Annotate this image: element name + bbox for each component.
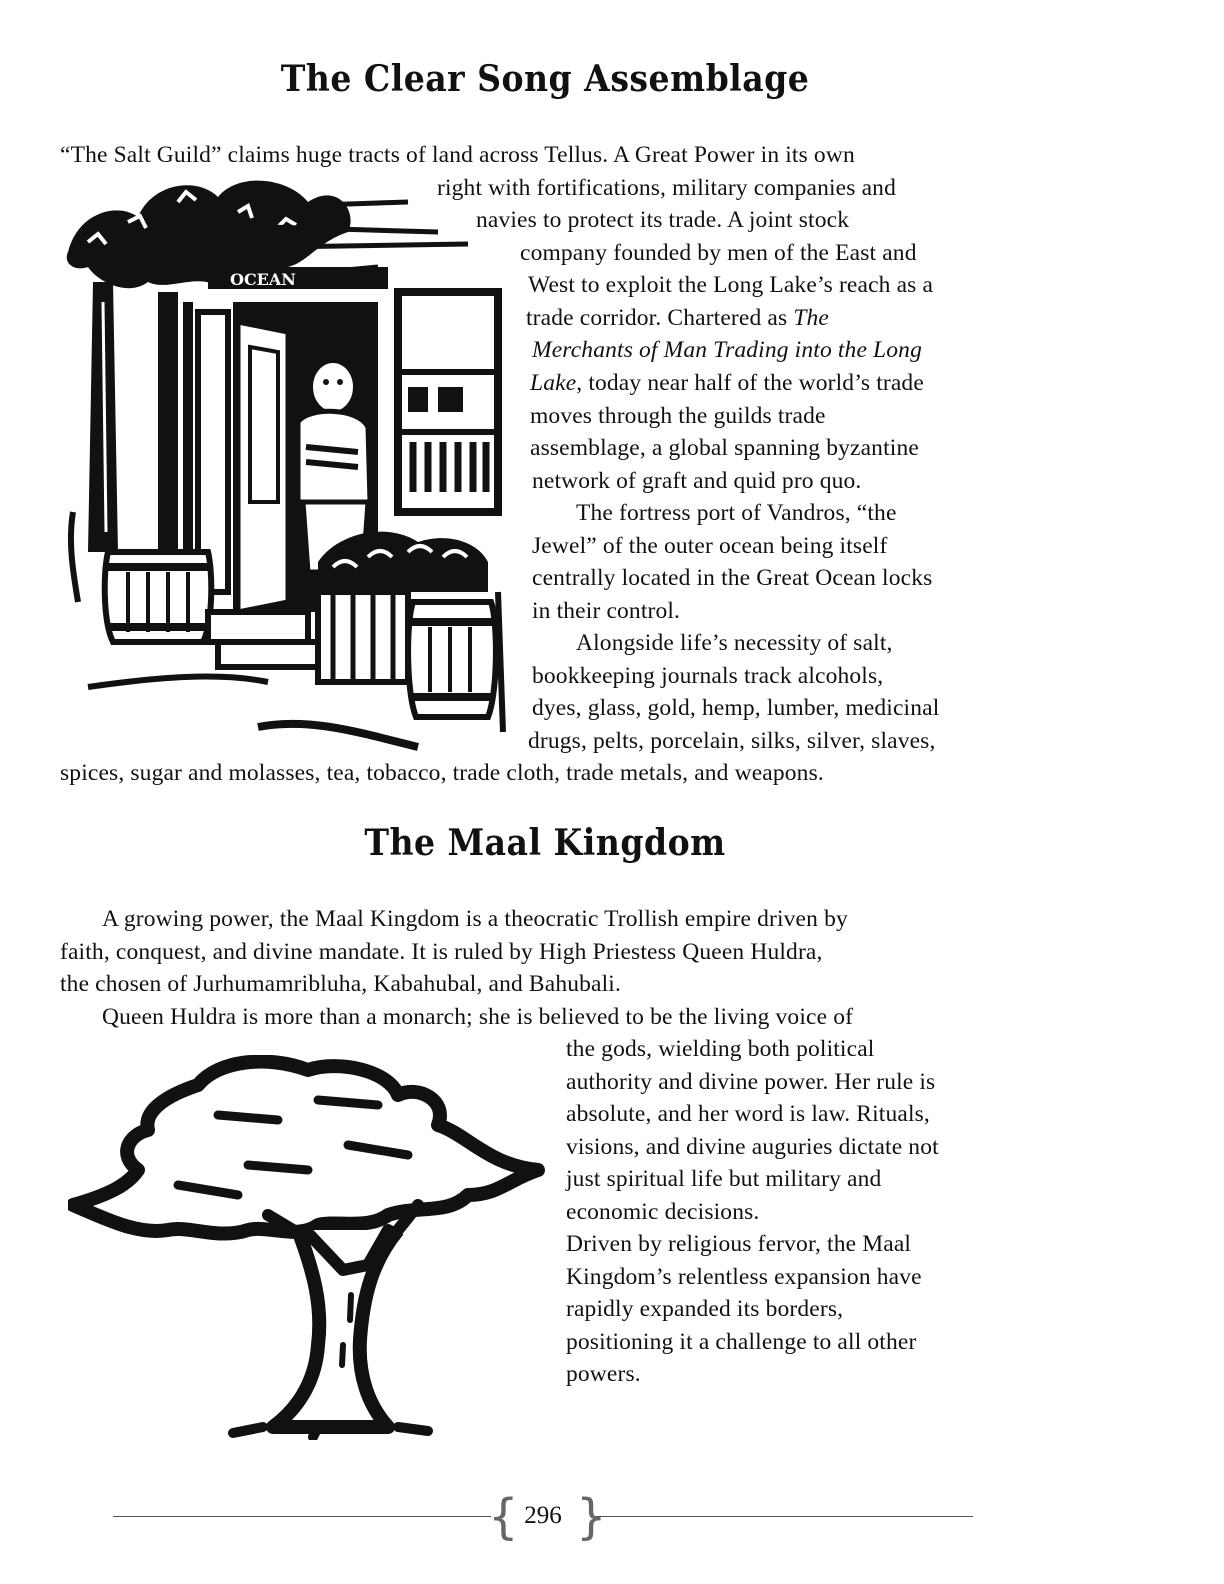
body-line — [526, 302, 829, 335]
body-line: “The Salt Guild” claims huge tracts of land across Tellus. A Great Power in its own — [60, 142, 855, 168]
body-text-span: trade corridor. Chartered as — [526, 305, 794, 331]
body-line: dyes, glass, gold, hemp, lumber, medicinal — [532, 695, 940, 721]
body-line: drugs, pelts, porcelain, silks, silver, slaves, — [528, 728, 936, 754]
body-line: the chosen of Jurhumamribluha, Kabahubal, and Bahubali. — [60, 971, 622, 997]
body-line: right with fortifications, military companies and — [437, 175, 896, 201]
italic-title-span: Merchants of Man Trading into the Long — [532, 337, 922, 363]
body-line: Kingdom’s relentless expansion have — [566, 1264, 922, 1290]
body-line: bookkeeping journals track alcohols, — [532, 663, 884, 689]
body-line: visions, and divine auguries dictate not — [566, 1134, 939, 1160]
body-line: assemblage, a global spanning byzantine — [530, 435, 919, 461]
body-line: rapidly expanded its borders, — [566, 1296, 844, 1322]
body-line: The fortress port of Vandros, “the — [576, 500, 897, 526]
italic-title-span: Lake — [530, 370, 577, 396]
body-line: positioning it a challenge to all other — [566, 1329, 917, 1355]
body-line: company founded by men of the East and — [520, 240, 917, 266]
tree-illustration — [68, 1055, 550, 1440]
italic-title-span: The — [793, 305, 830, 331]
body-line: A growing power, the Maal Kingdom is a theocratic Trollish empire driven by — [102, 906, 848, 932]
body-line: faith, conquest, and divine mandate. It is ruled by High Priestess Queen Huldra, — [60, 939, 823, 965]
body-line: centrally located in the Great Ocean locks — [532, 565, 933, 591]
body-line: powers. — [566, 1361, 641, 1387]
left-brace-ornament: { — [488, 1489, 519, 1545]
body-line: navies to protect its trade. A joint stock — [476, 207, 850, 233]
body-line: West to exploit the Long Lake’s reach as a — [528, 272, 934, 298]
footer-rule-right — [593, 1516, 973, 1517]
body-line — [532, 334, 922, 367]
body-line: Alongside life’s necessity of salt, — [576, 630, 893, 656]
body-line: Driven by religious fervor, the Maal — [566, 1231, 912, 1257]
body-line: spices, sugar and molasses, tea, tobacco, trade cloth, trade metals, and weapons. — [60, 760, 824, 786]
footer-rule-left — [113, 1516, 491, 1517]
body-line: economic decisions. — [566, 1199, 760, 1225]
body-line: moves through the guilds trade — [530, 403, 826, 429]
right-brace-ornament: } — [576, 1489, 607, 1545]
body-line: just spiritual life but military and — [566, 1166, 882, 1192]
page-number: 296 — [524, 1502, 562, 1529]
body-line: Queen Huldra is more than a monarch; she is believed to be the living voice of — [102, 1004, 854, 1030]
body-line: Jewel” of the outer ocean being itself — [532, 533, 888, 559]
body-line — [530, 367, 924, 400]
body-line: authority and divine power. Her rule is — [566, 1069, 936, 1095]
body-line: the gods, wielding both political — [566, 1036, 875, 1062]
body-line: network of graft and quid pro quo. — [532, 468, 862, 494]
shop-sign-text: OCEAN — [230, 270, 296, 289]
section-heading-maal-kingdom: The Maal Kingdom — [364, 822, 726, 864]
body-line: absolute, and her word is law. Rituals, — [566, 1101, 930, 1127]
body-line: in their control. — [532, 598, 681, 624]
section-heading-clear-song: The Clear Song Assemblage — [280, 58, 810, 100]
body-text-span: , today near half of the world’s trade — [576, 370, 924, 396]
shopkeeper-illustration — [58, 172, 518, 752]
